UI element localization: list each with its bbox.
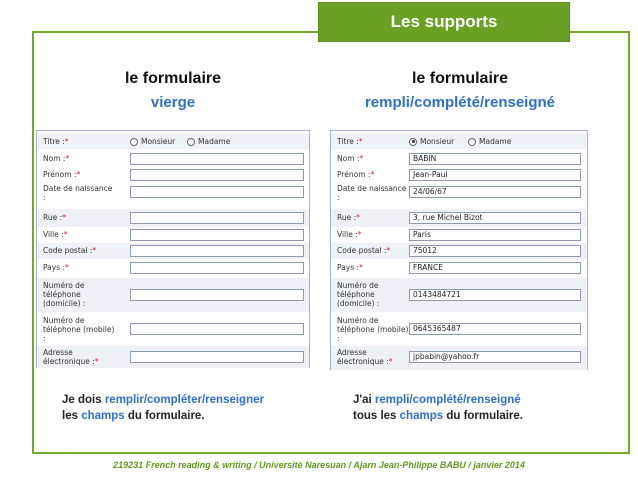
tel-domicile-input[interactable] bbox=[130, 289, 304, 301]
form-row-nom: Nom :* bbox=[37, 150, 309, 168]
label-dob: Date de naissance bbox=[43, 184, 113, 193]
radio-madame[interactable]: Madame bbox=[468, 137, 511, 146]
form-row-ville: Ville :* Paris bbox=[331, 227, 587, 243]
filled-form-panel bbox=[330, 130, 588, 370]
label-prenom: Prénom : bbox=[43, 170, 77, 179]
form-row-tel-mobile bbox=[37, 313, 309, 345]
form-row-titre: Titre :* Monsieur Madame bbox=[37, 134, 309, 149]
label-ville: Ville : bbox=[337, 230, 358, 239]
label-pays: Pays : bbox=[43, 263, 66, 272]
label-nom: Nom : bbox=[43, 154, 66, 163]
radio-madame[interactable]: Madame bbox=[187, 137, 230, 146]
form-row-prenom: Prénom :* bbox=[37, 168, 309, 183]
radio-button[interactable] bbox=[187, 138, 195, 146]
label-rue: Rue : bbox=[43, 213, 63, 222]
code-postal-input[interactable] bbox=[130, 245, 304, 257]
label-ville: Ville : bbox=[43, 230, 64, 239]
label-code-postal: Code postal : bbox=[43, 246, 93, 255]
label-pays: Pays : bbox=[337, 263, 360, 272]
right-heading: le formulaire bbox=[411, 70, 509, 87]
left-heading: le formulaire bbox=[124, 70, 222, 87]
caption-champs: champs bbox=[399, 410, 444, 422]
pays-input[interactable] bbox=[130, 262, 304, 274]
form-row-dob: Date de naissance : 24/06/67 bbox=[331, 183, 587, 207]
form-row-rue: Rue :* bbox=[37, 209, 309, 227]
form-row-tel-domicile bbox=[37, 278, 309, 312]
form-row-tel-domicile bbox=[331, 278, 587, 312]
caption-champs: champs bbox=[81, 410, 125, 422]
form-row-email bbox=[37, 346, 309, 368]
tel-mobile-input[interactable]: 0645365487 bbox=[409, 323, 581, 335]
form-row-pays: Pays :* FRANCE bbox=[331, 259, 587, 276]
label-prenom: Prénom : bbox=[337, 170, 371, 179]
form-row-dob: Date de naissance : bbox=[37, 183, 309, 207]
label-titre: Titre : bbox=[43, 137, 65, 146]
dob-input[interactable] bbox=[130, 186, 304, 198]
right-heading-block bbox=[330, 70, 590, 111]
label-tel-domicile: Numéro de téléphone (domicile) : bbox=[337, 281, 380, 308]
form-row-rue: Rue :* 3, rue Michel Bizot bbox=[331, 209, 587, 227]
rue-input[interactable]: 3, rue Michel Bizot bbox=[409, 212, 581, 224]
label-email: Adresse électronique :* bbox=[337, 348, 393, 366]
left-caption: Je dois remplir/compléter/renseigner les champs du formulaire. bbox=[62, 394, 264, 422]
label-tel-mobile: Numéro de téléphone (mobile) : bbox=[337, 316, 409, 343]
radio-button[interactable] bbox=[468, 138, 476, 146]
radio-button[interactable] bbox=[130, 138, 138, 146]
label-tel-domicile: Numéro de téléphone (domicile) : bbox=[43, 281, 86, 308]
right-subheading: rempli/complété/renseigné bbox=[364, 94, 556, 111]
caption-verb: rempli/complété/renseigné bbox=[374, 394, 521, 406]
label-nom: Nom : bbox=[337, 154, 360, 163]
label-code-postal: Code postal : bbox=[337, 246, 387, 255]
email-input[interactable]: jpbabin@yahoo.fr bbox=[409, 351, 581, 363]
code-postal-input[interactable]: 75012 bbox=[409, 245, 581, 257]
slide-title: Les supports bbox=[318, 2, 570, 42]
prenom-input[interactable]: Jean-Paul bbox=[409, 169, 581, 181]
form-row-pays: Pays :* bbox=[37, 259, 309, 276]
label-rue: Rue : bbox=[337, 213, 357, 222]
pays-input[interactable]: FRANCE bbox=[409, 262, 581, 274]
radio-monsieur[interactable]: Monsieur bbox=[409, 137, 454, 146]
ville-input[interactable]: Paris bbox=[409, 229, 581, 241]
nom-input[interactable] bbox=[130, 153, 304, 165]
prenom-input[interactable] bbox=[130, 169, 304, 181]
nom-input[interactable]: BABIN bbox=[409, 153, 581, 165]
form-row-cp: Code postal :* 75012 bbox=[331, 243, 587, 259]
form-row-cp: Code postal :* bbox=[37, 243, 309, 259]
right-caption: J'ai rempli/complété/renseigné tous les champs du formulaire. bbox=[353, 394, 523, 422]
slide-footer: 219231 French reading & writing / Université Naresuan / Ajarn Jean-Philippe BABU / janvier 2014 bbox=[113, 460, 525, 470]
form-row-prenom: Prénom :* Jean-Paul bbox=[331, 168, 587, 183]
ville-input[interactable] bbox=[130, 229, 304, 241]
label-dob: Date de naissance bbox=[337, 184, 407, 193]
caption-verb: remplir/compléter/renseigner bbox=[104, 394, 264, 406]
form-row-ville: Ville :* bbox=[37, 227, 309, 243]
form-row-email bbox=[331, 346, 587, 370]
label-titre: Titre : bbox=[337, 137, 359, 146]
left-heading-block bbox=[88, 70, 258, 111]
tel-mobile-input[interactable] bbox=[130, 323, 304, 335]
radio-monsieur[interactable]: Monsieur bbox=[130, 137, 175, 146]
rue-input[interactable] bbox=[130, 212, 304, 224]
dob-input[interactable]: 24/06/67 bbox=[409, 186, 581, 198]
tel-domicile-input[interactable]: 0143484721 bbox=[409, 289, 581, 301]
label-tel-mobile: Numéro de téléphone (mobile) : bbox=[43, 316, 115, 343]
form-row-nom: Nom :* BABIN bbox=[331, 150, 587, 168]
left-subheading: vierge bbox=[150, 94, 196, 111]
form-row-tel-mobile bbox=[331, 313, 587, 345]
radio-button-checked[interactable] bbox=[409, 138, 417, 146]
label-email: Adresse électronique :* bbox=[43, 348, 99, 366]
blank-form-panel bbox=[36, 130, 310, 368]
email-input[interactable] bbox=[130, 351, 304, 363]
form-row-titre: Titre :* Monsieur Madame bbox=[331, 134, 587, 149]
